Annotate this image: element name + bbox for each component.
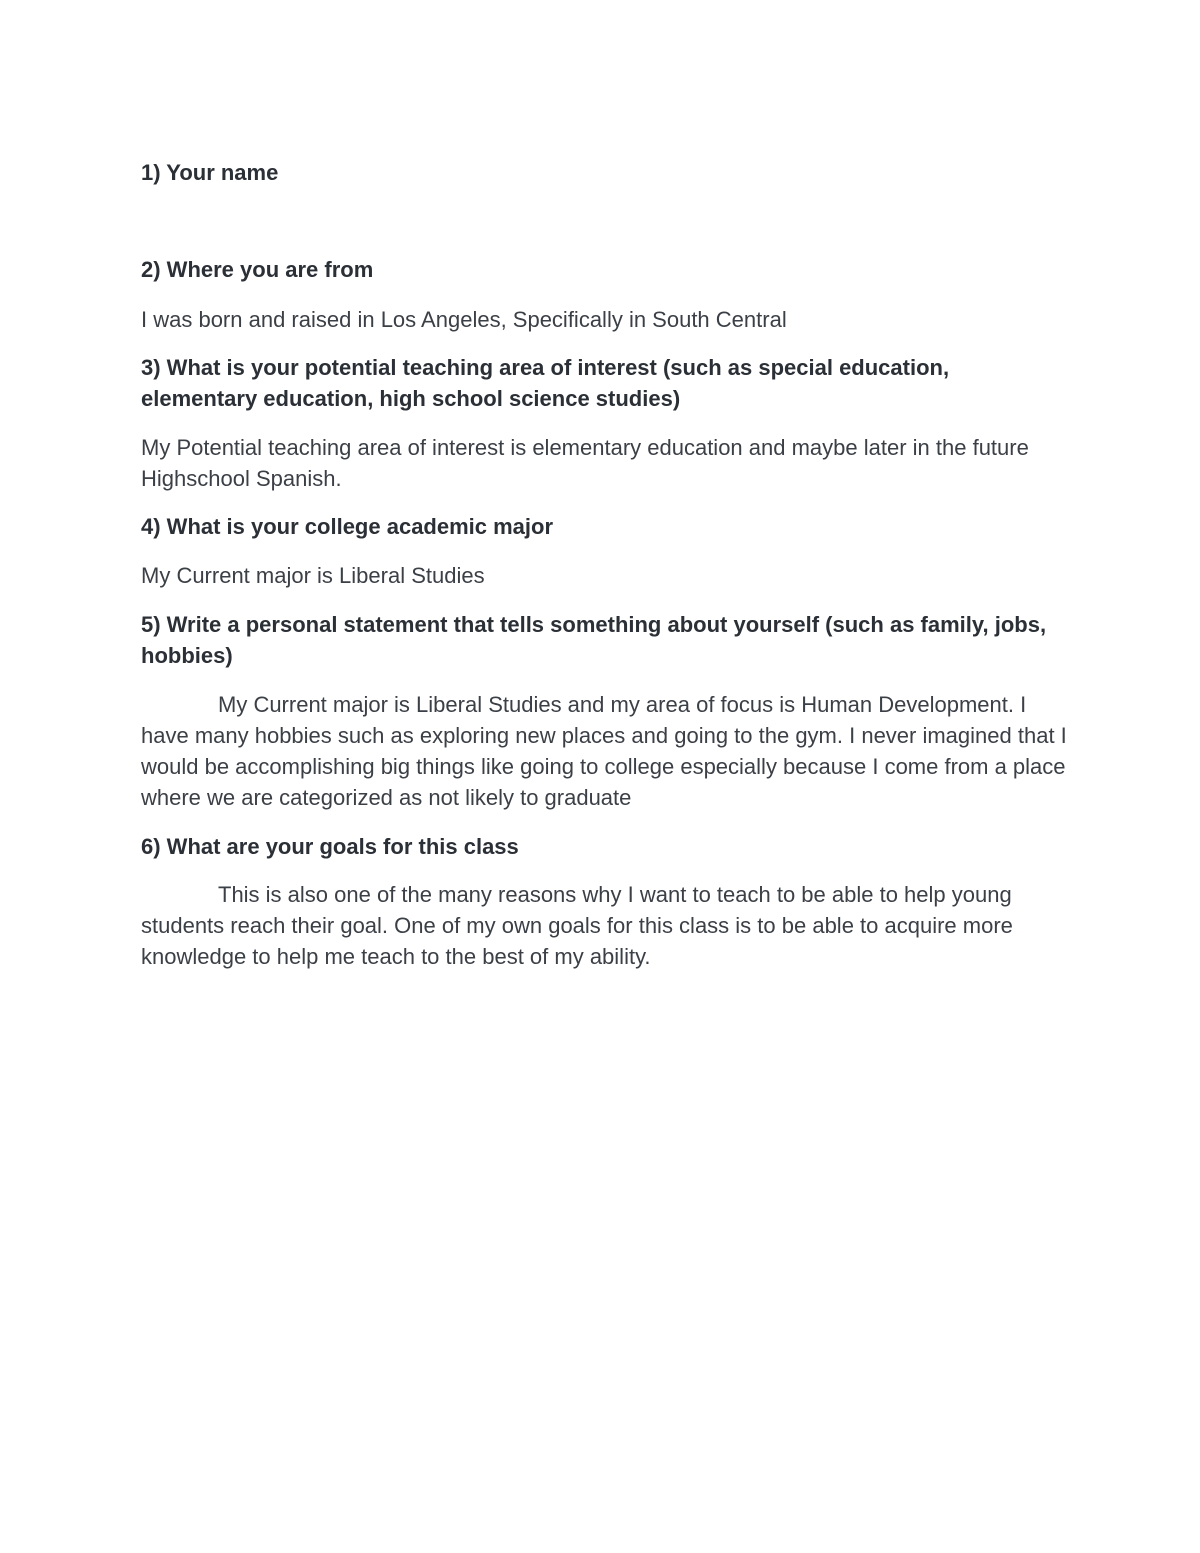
answer-personal-statement: My Current major is Liberal Studies and my area of focus is Human Development. I have many hobbies such as exploring new places and going to the gym. I never imagined that I would be accomplishing big things like going to college especially because I come from a place where we are categorized as not likely to graduate: [141, 692, 1067, 810]
question-goals: 6) What are your goals for this class: [141, 834, 519, 859]
question-origin: 2) Where you are from: [141, 257, 374, 282]
answer-origin: I was born and raised in Los Angeles, Specifically in South Central: [141, 307, 787, 332]
question-teaching-area: 3) What is your potential teaching area of interest (such as special education, elementary education, high school science studies): [141, 355, 950, 411]
answer-teaching-area: My Potential teaching area of interest is elementary education and maybe later in the future Highschool Spanish.: [141, 435, 1029, 491]
answer-major: My Current major is Liberal Studies: [141, 563, 485, 588]
question-major: 4) What is your college academic major: [141, 514, 554, 539]
document-body: [141, 157, 1071, 972]
question-personal-statement: 5) Write a personal statement that tells something about yourself (such as family, jobs, hobbies): [141, 612, 1047, 668]
answer-goals: This is also one of the many reasons why I want to teach to be able to help young students reach their goal. One of my own goals for this class is to be able to acquire more knowledge to help me teach to the best of my ability.: [141, 882, 1013, 969]
question-name: 1) Your name: [141, 160, 279, 185]
